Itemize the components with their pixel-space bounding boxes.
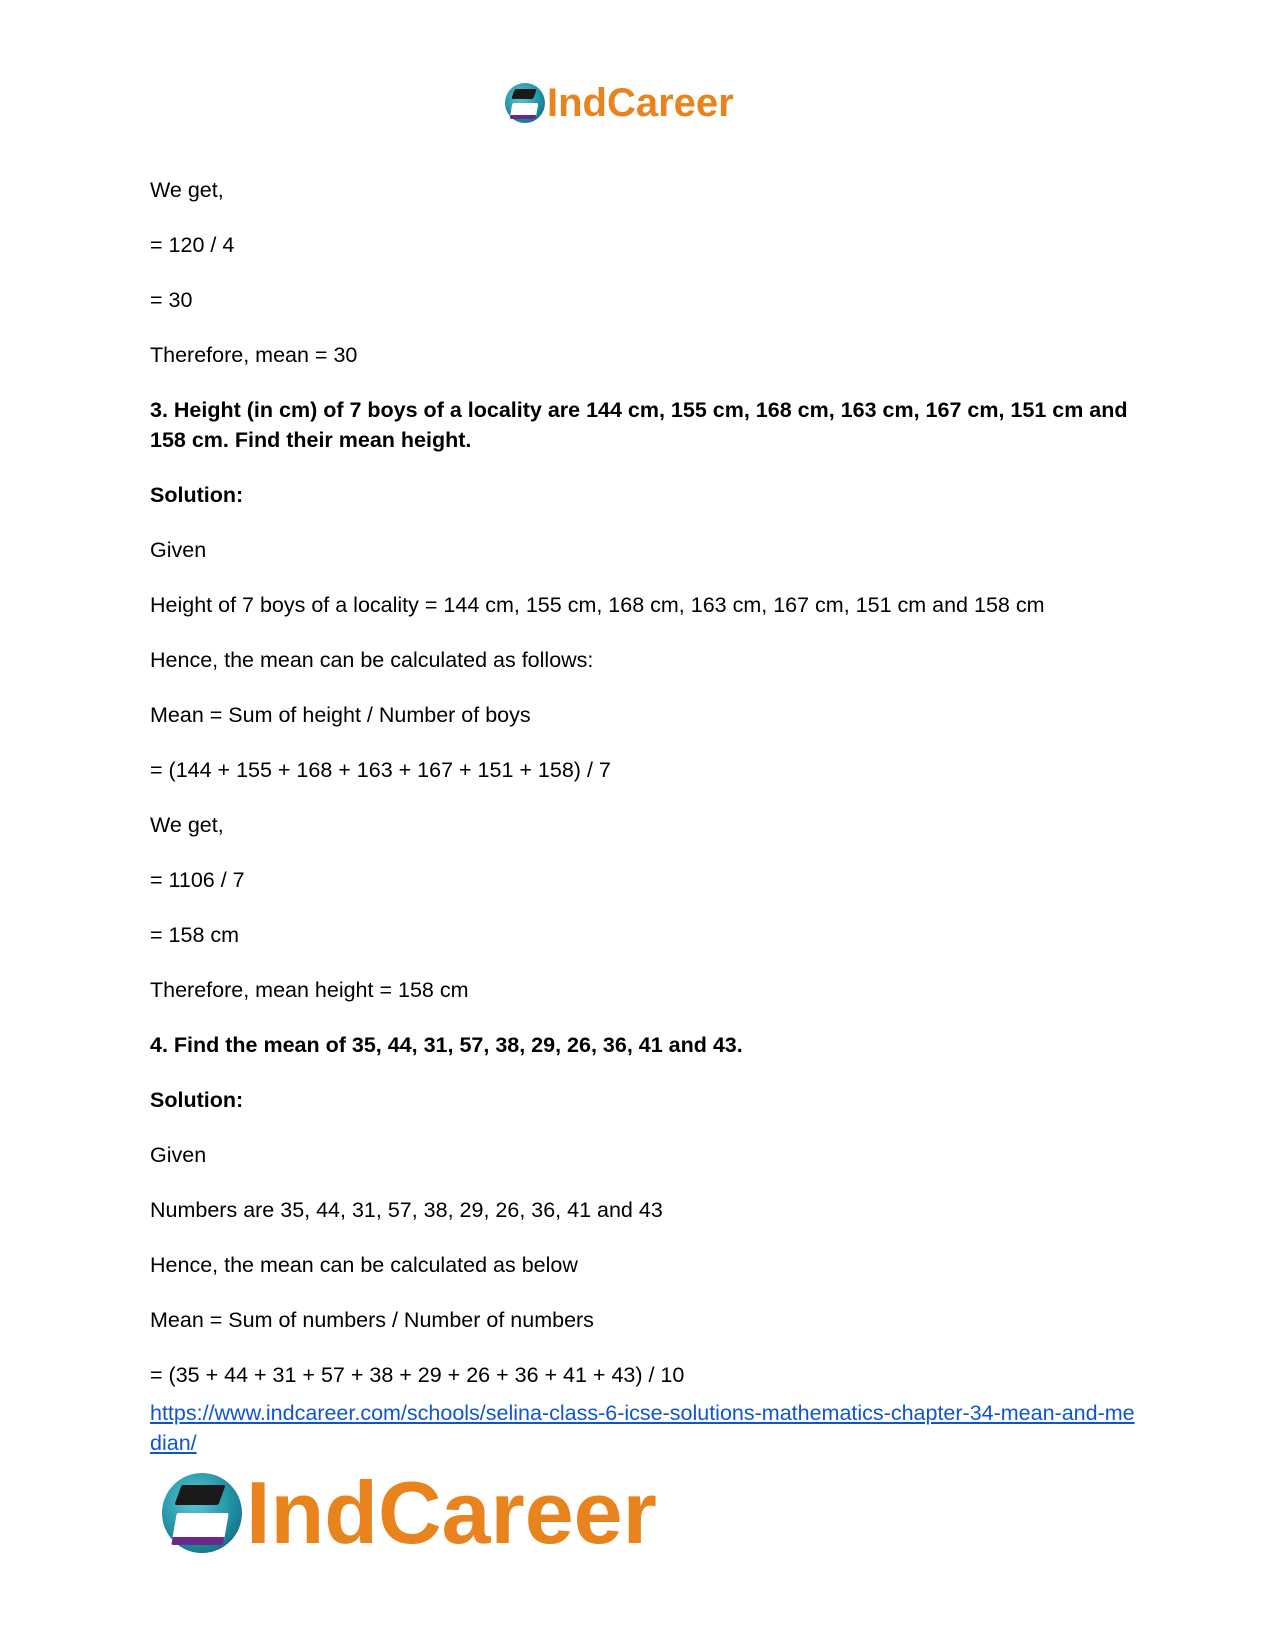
text-line: Given <box>150 538 207 562</box>
header-logo <box>505 78 734 128</box>
text-line: We get, <box>150 178 224 202</box>
text-line: Numbers are 35, 44, 31, 57, 38, 29, 26, 36, 41 and 43 <box>150 1198 663 1222</box>
text-line: = (144 + 155 + 168 + 163 + 167 + 151 + 158) / 7 <box>150 758 611 782</box>
document-body <box>150 175 1130 1390</box>
text-line: Mean = Sum of height / Number of boys <box>150 703 531 727</box>
text-line: Mean = Sum of numbers / Number of numbers <box>150 1308 594 1332</box>
text-line: = 158 cm <box>150 923 240 947</box>
question-3: 3. Height (in cm) of 7 boys of a locality are 144 cm, 155 cm, 168 cm, 163 cm, 167 cm, 151 cm and 158 cm. Find their mean height. <box>150 398 1128 452</box>
solution-heading: Solution: <box>150 1088 244 1112</box>
footer-logo-text: IndCareer <box>246 1462 657 1562</box>
logo-emblem-icon <box>162 1473 242 1553</box>
text-line: = 120 / 4 <box>150 233 235 257</box>
source-url-link[interactable]: https://www.indcareer.com/schools/selina-class-6-icse-solutions-mathematics-chapter-34-mean-and-median/ <box>150 1401 1135 1455</box>
text-line: Given <box>150 1143 207 1167</box>
text-line: = (35 + 44 + 31 + 57 + 38 + 29 + 26 + 36 + 41 + 43) / 10 <box>150 1363 685 1387</box>
text-line: Hence, the mean can be calculated as follows: <box>150 648 594 672</box>
header-logo-text: IndCareer <box>547 81 734 125</box>
text-line: Therefore, mean height = 158 cm <box>150 978 469 1002</box>
text-line: Hence, the mean can be calculated as below <box>150 1253 578 1277</box>
question-4: 4. Find the mean of 35, 44, 31, 57, 38, 29, 26, 36, 41 and 43. <box>150 1033 743 1057</box>
footer-logo <box>162 1462 657 1562</box>
logo-emblem-icon <box>505 83 545 123</box>
text-line: = 30 <box>150 288 193 312</box>
text-line: = 1106 / 7 <box>150 868 245 892</box>
text-line: Height of 7 boys of a locality = 144 cm, 155 cm, 168 cm, 163 cm, 167 cm, 151 cm and 158 cm <box>150 593 1045 617</box>
text-line: We get, <box>150 813 224 837</box>
text-line: Therefore, mean = 30 <box>150 343 358 367</box>
solution-heading: Solution: <box>150 483 244 507</box>
